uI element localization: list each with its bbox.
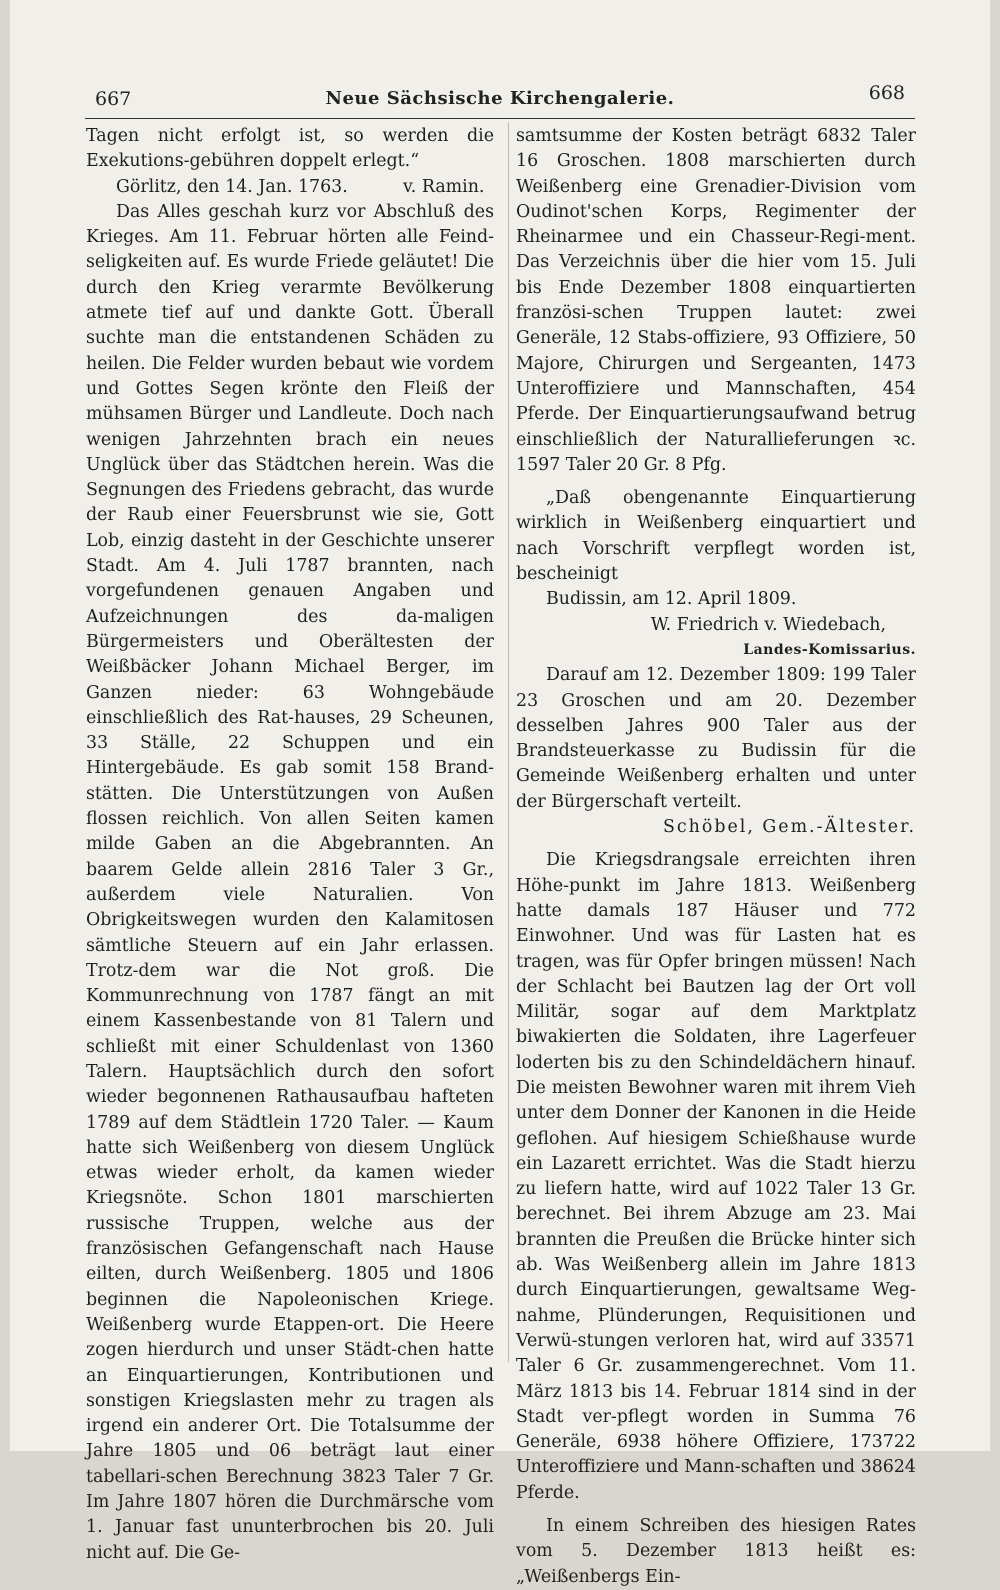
- running-title: Neue Sächsische Kirchengalerie.: [325, 88, 675, 109]
- dateline: Görlitz, den 14. Jan. 1763. v. Ramin.: [116, 176, 485, 197]
- right-column: [516, 124, 916, 1590]
- column-divider: [508, 122, 509, 1362]
- certificate-place-date: Budissin, am 12. April 1809.: [546, 589, 797, 610]
- left-column: [86, 124, 494, 1566]
- page-header: [85, 82, 915, 119]
- paragraph: In einem Schreiben des hiesigen Rates vom 5. Dezember 1813 heißt es: „Weißenbergs Ein-: [516, 1516, 916, 1587]
- paragraph: samtsumme der Kosten beträgt 6832 Taler 16 Groschen. 1808 marschierten durch Weißenberg eine Grenadier-Division vom Oudinot'schen Korps, Regimenter der Rheinarmee und ein Chasseur-Regi-ment. Das Verzeichnis über die hier vom 15. Juli bis Ende Dezember 1808 einquartierten französi-schen Truppen lautet: zwei Generäle, 12 Stabs-offiziere, 93 Offiziere, 50 Majore, Chirurgen und Sergeanten, 1473 Unteroffiziere und Mannschaften, 454 Pferde. Der Einquartierungsaufwand betrug einschließlich der Naturallieferungen ꝛc. 1597 Taler 20 Gr. 8 Pfg.: [516, 126, 916, 475]
- right-page-number: 668: [868, 82, 905, 104]
- paragraph: Tagen nicht erfolgt ist, so werden die Exekutions-gebühren doppelt erlegt.“: [86, 126, 494, 172]
- paragraph: Darauf am 12. Dezember 1809: 199 Taler 23 Groschen und am 20. Dezember desselben Jahres 900 Taler aus der Brandsteuerkasse zu Budissin für die Gemeinde Weißenberg erhalten und unter der Bürgerschaft verteilt.: [516, 665, 916, 812]
- quoted-certificate: „Daß obengenannte Einquartierung wirklich in Weißenberg einquartiert und nach Vorschrift verpflegt worden ist, bescheinigt: [516, 488, 916, 585]
- paragraph: Die Kriegsdrangsale erreichten ihren Höhe-punkt im Jahre 1813. Weißenberg hatte damals 187 Häuser und 772 Einwohner. Und was für Lasten hat es tragen, was für Opfer bringen müssen! Nach der Schlacht bei Bautzen lag der Ort voll Militär, sogar auf dem Marktplatz biwakierten die Soldaten, ihre Lagerfeuer loderten bis zu den Schindeldächern hinauf. Die meisten Bewohner waren mit ihrem Vieh unter dem Donner der Kanonen in die Heide geflohen. Auf hiesigem Schießhause wurde ein Lazarett errichtet. Was die Stadt hierzu zu liefern hatte, wird auf 1022 Taler 13 Gr. berechnet. Bei ihrem Abzuge am 23. Mai brannten die Preußen die Brücke hinter sich ab. Was Weißenberg allein im Jahre 1813 durch Einquartierungen, gewaltsame Weg-nahme, Plünderungen, Requisitionen und Verwü-stungen verloren hat, wird auf 33571 Taler 6 Gr. zusammengerechnet. Vom 11. März 1813 bis 14. Februar 1814 sind in der Stadt ver-pflegt worden in Summa 76 Generäle, 6938 höhere Offiziere, 173722 Unteroffiziere und Mann-schaften und 38624 Pferde.: [516, 850, 916, 1503]
- paragraph: Das Alles geschah kurz vor Abschluß des Krieges. Am 11. Februar hörten alle Feind-seligkeiten auf. Es wurde Friede geläutet! Die durch den Krieg verarmte Bevölkerung atmete tief auf und dankte Gott. Überall suchte man die entstandenen Schäden zu heilen. Die Felder wurden bebaut wie vordem und Gottes Segen krönte den Fleiß der mühsamen Bürger und Landleute. Doch nach wenigen Jahrzehnten brach ein neues Unglück über das Städtchen herein. Was die Segnungen des Friedens gebracht, das wurde der Raub einer Feuersbrunst wie sie, Gott Lob, einzig dasteht in der Geschichte unserer Stadt. Am 4. Juli 1787 brannten, nach vorgefundenen genauen Angaben und Aufzeichnungen des da-maligen Bürgermeisters und Oberältesten der Weißbäcker Johann Michael Berger, im Ganzen nieder: 63 Wohngebäude einschließlich des Rat-hauses, 29 Scheunen, 33 Ställe, 22 Schuppen und ein Hintergebäude. Es gab somit 158 Brand-stätten. Die Unterstützungen von Außen flossen reichlich. Von allen Seiten kamen milde Gaben an die Abgebrannten. An baarem Gelde allein 2816 Taler 3 Gr., außerdem viele Naturalien. Von Obrigkeitswegen wurden den Kalamitosen sämtliche Steuern auf ein Jahr erlassen. Trotz-dem war die Not groß. Die Kommunrechnung von 1787 fängt an mit einem Kassenbestande von 81 Talern und schließt mit einer Schuldenlast von 1360 Talern. Hauptsächlich durch den sofort wieder begonnenen Rathausaufbau hafteten 1789 auf dem Städtlein 1720 Taler. — Kaum hatte sich Weißenberg von diesem Unglück etwas wieder erholt, da kamen wieder Kriegsnöte. Schon 1801 marschierten russische Truppen, welche aus der französischen Gefangenschaft nach Hause eilten, durch Weißenberg. 1805 und 1806 beginnen die Napoleonischen Kriege. Weißenberg wurde Etappen-ort. Die Heere zogen hierdurch und unser Städt-chen hatte an Einquartierungen, Kontributionen und sonstigen Kriegslasten mehr zu tragen als irgend ein anderer Ort. Die Totalsumme der Jahre 1805 und 06 beträgt laut einer tabellari-schen Berechnung 3823 Taler 7 Gr. Im Jahre 1807 hören die Durchmärsche vom 1. Januar fast ununterbrochen bis 20. Juli nicht auf. Die Ge-: [86, 201, 494, 1563]
- left-page-number: 667: [95, 88, 132, 110]
- certificate-signer-title: Landes-Komissarius.: [743, 641, 916, 658]
- paragraph-signer: Schöbel, Gem.-Ältester.: [663, 817, 916, 838]
- certificate-signer: W. Friedrich v. Wiedebach,: [650, 614, 886, 635]
- book-page: [10, 0, 990, 1587]
